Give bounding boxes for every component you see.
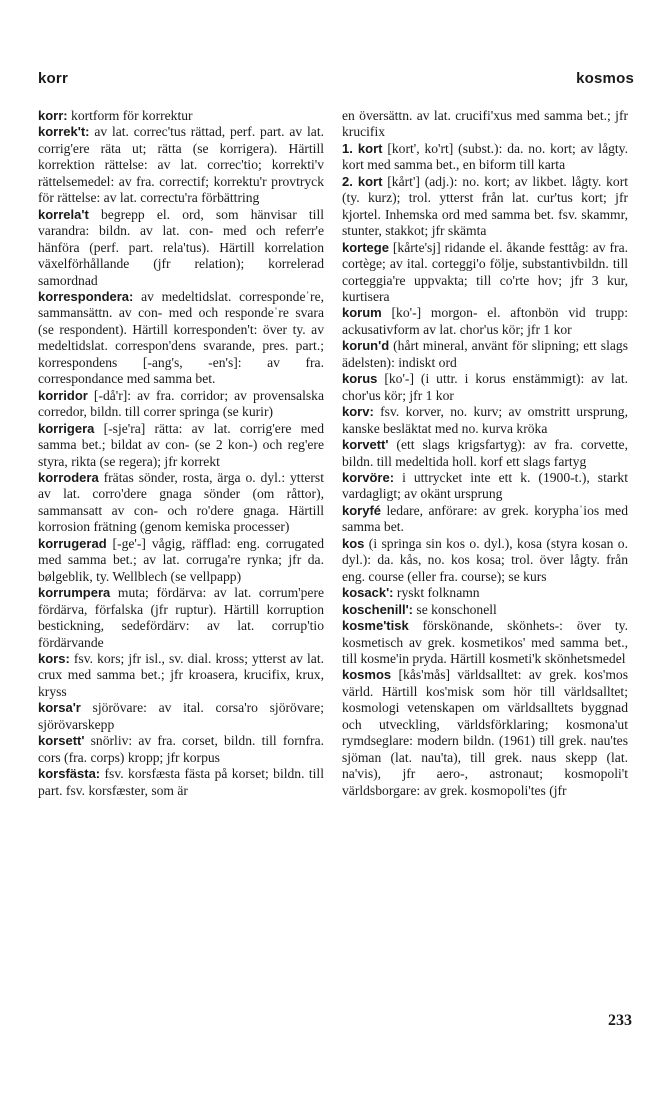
dictionary-entry	[38, 733, 324, 766]
entry-headword: korrespondera:	[38, 288, 134, 304]
entry-definition: sjörövare: av ital. corsa'ro sjörövare; sjörövarskepp	[38, 700, 324, 732]
entry-definition: se konschonell	[416, 601, 497, 617]
entry-definition: (i springa sin kos o. dyl.), kosa (styra kosan o. dyl.): da. kås, no. kos kosa; trol. över lågty. från eng. course (eller fra. course); se kurs	[342, 535, 628, 584]
entry-headword: 2. kort	[342, 173, 383, 189]
dictionary-entry	[342, 108, 628, 141]
dictionary-entry	[342, 305, 628, 338]
entry-definition: [-då'r]: av fra. corridor; av provensalska corredor, bildn. till correr springa (se kurir)	[38, 387, 324, 420]
entry-headword: kortege	[342, 239, 389, 255]
entry-definition: [-sje'ra] rätta: av lat. corrig'ere med samma bet.; bildat av con- (se 2 kon-) och reg'ere styra, rikta (se regera); jfr korrekt	[38, 420, 324, 469]
left-column	[38, 108, 324, 799]
dictionary-entry	[342, 585, 628, 601]
running-header	[38, 70, 634, 87]
page-number: 233	[608, 1012, 632, 1029]
dictionary-entry	[38, 470, 324, 536]
entry-definition: [kås'mås] världsalltet: av grek. kos'mos värld. Härtill kos'misk som hör till världsalltet; kosmologi vetenskapen om världsalltets byggnad och utveckling, världsförklaring; kosmona'ut rymdseglare: modern bildn. (1961) till grek. nau'tes sjöman (lat. nau'ta), till grek. naus skepp (lat. na'vis), jfr aero-, astronaut; kosmopoli't världsborgare: av grek. kosmopoli'tes (jfr	[342, 667, 628, 798]
header-last-word: kosmos	[576, 70, 634, 87]
entry-definition: av medeltidslat. correspondeˈre, sammansättn. av con- med och respondeˈre svara (se respondent). Härtill korresponden't: över ty. av medeltidslat. correspon'dens svarande, pres. part.; korrespondens [-ang's, -en's]: av fra. correspondance med samma bet.	[38, 288, 324, 387]
dictionary-entry	[342, 437, 628, 470]
dictionary-entry	[342, 404, 628, 437]
entry-definition: [kårt'] (adj.): no. kort; av likbet. lågty. kort (ty. kurz); trol. ytterst från lat. cur'tus kort; jfr kjortel. Inhemska ord med samma bet. fsv. skammr, stunter, stakkot; jfr skämta	[342, 173, 628, 239]
entry-headword: korvöre:	[342, 469, 395, 485]
entry-definition: en översättn. av lat. crucifi'xus med samma bet.; jfr krucifix	[342, 108, 628, 140]
entry-headword: korum	[342, 305, 382, 321]
dictionary-entry	[38, 766, 324, 799]
entry-definition: i uttrycket inte ett k. (1900-t.), starkt vardagligt; av okänt ursprung	[342, 469, 628, 502]
entry-definition: [-ge'-] vågig, räfflad: eng. corrugated med samma bet.; av lat. corruga're rynka; jfr da. bølgeblik, ty. Wellblech (se vellpapp)	[38, 535, 324, 584]
dictionary-entry	[38, 289, 324, 388]
dictionary-entry	[38, 388, 324, 421]
entry-headword: korsfästa:	[38, 766, 101, 782]
entry-definition: kortform för korrektur	[71, 108, 193, 123]
entry-definition: fsv. korver, no. kurv; av omstritt ursprung, kanske besläktat med no. kurva kröka	[342, 404, 629, 436]
entry-headword: korrodera	[38, 469, 99, 485]
entry-definition: ryskt folknamn	[396, 585, 480, 601]
entry-headword: kosack':	[342, 585, 394, 601]
entry-definition: [ko'-] morgon- el. aftonbön vid trupp: ackusativform av lat. chor'us kör; jfr 1 kor	[342, 305, 628, 337]
entry-definition: [kårte'sj] ridande el. åkande festtåg: av fra. cortège; av ital. corteggi'o följe, substantivbildn. till corteggia're uppvakta; till co'rte hov; jfr 3 kur, kurtisera	[342, 239, 628, 304]
entry-headword: kosme'tisk	[342, 618, 409, 634]
entry-headword: korv:	[342, 404, 374, 420]
entry-definition: (ett slags krigsfartyg): av fra. corvette, bildn. till medeltida holl. korf ett slags fartyg	[342, 437, 628, 469]
dictionary-entry	[38, 421, 324, 470]
dictionary-entry	[38, 108, 324, 124]
dictionary-entry	[38, 651, 324, 700]
dictionary-entry	[342, 141, 628, 174]
dictionary-entry	[38, 585, 324, 651]
entry-headword: korrigera	[38, 420, 95, 436]
entry-definition: ledare, anförare: av grek. koryphaˈios med samma bet.	[342, 502, 628, 535]
dictionary-entry	[342, 667, 628, 799]
entry-headword: korrugerad	[38, 535, 107, 551]
entry-headword: korrek't:	[38, 124, 90, 140]
dictionary-entry	[342, 338, 628, 371]
entry-headword: korr:	[38, 108, 68, 123]
dictionary-entry	[342, 618, 628, 667]
right-column	[342, 108, 628, 799]
entry-definition: (hårt mineral, använt för slipning; ett slags ädelsten): indiskt ord	[342, 338, 628, 370]
dictionary-entry	[342, 240, 628, 306]
entry-headword: korvett'	[342, 437, 389, 453]
entry-headword: koryfé	[342, 502, 382, 518]
entry-headword: 1. kort	[342, 140, 383, 156]
entry-headword: kosmos	[342, 667, 392, 683]
entry-definition: muta; fördärva: av lat. corrum'pere fördärva, förfalska (jfr ruptur). Härtill korruption bestickning, sedefördärv: av lat. corrup'tio fördärvande	[38, 585, 325, 650]
entry-headword: kors:	[38, 650, 70, 666]
entry-headword: korun'd	[342, 338, 390, 354]
entry-headword: korrumpera	[38, 585, 111, 601]
entry-headword: korsett'	[38, 733, 85, 749]
entry-definition: [ko'-] (i uttr. i korus enstämmigt): av lat. chor'us kör; jfr 1 kor	[342, 371, 628, 403]
entry-headword: korsa'r	[38, 700, 81, 716]
dictionary-entry	[342, 371, 628, 404]
header-first-word: korr	[38, 70, 68, 87]
entry-definition: [kort', ko'rt] (subst.): da. no. kort; av lågty. kort med samma bet., en biform till karta	[342, 140, 628, 173]
dictionary-entry	[38, 207, 324, 289]
entry-headword: kos	[342, 535, 365, 551]
entry-definition: förskönande, skönhets-: över ty. kosmetisch av grek. kosmetikos' med samma bet., till kosme'in pryda. Härtill kosmeti'k skönhetsmedel	[342, 618, 628, 666]
dictionary-entry	[38, 700, 324, 733]
entry-definition: av lat. correc'tus rättad, perf. part. av lat. corrig'ere räta ut; rätta (se korrigera). Härtill korrektion rättelse: av lat. correc'tio; korrekti'v rättelsemedel: av fra. correctif; korrektu'r provtryck för rättelse: av lat. correctu'ra förbättring	[38, 124, 324, 206]
entry-headword: korrela't	[38, 206, 89, 222]
entry-headword: korus	[342, 371, 378, 387]
dictionary-entry	[342, 503, 628, 536]
dictionary-entry	[342, 174, 628, 240]
dictionary-entry	[342, 536, 628, 585]
entry-definition: fsv. korsfæsta fästa på korset; bildn. till part. fsv. korsfæster, som är	[38, 766, 324, 798]
entry-definition: begrepp el. ord, som hänvisar till varandra: bildn. av lat. con- med och referr'e hänföra (perf. part. rela'tus). Härtill korrelation växelförhållande (jfr relation); korrelerad samordnad	[38, 206, 324, 288]
entry-headword: koschenill':	[342, 601, 413, 617]
dictionary-entry	[342, 602, 628, 618]
entry-definition: fsv. kors; jfr isl., sv. dial. kross; ytterst av lat. crux med samma bet.; jfr kroasera, krucifix, krux, kryss	[38, 650, 324, 699]
entry-headword: korridor	[38, 387, 88, 403]
dictionary-entry	[38, 124, 324, 206]
dictionary-entry	[342, 470, 628, 503]
dictionary-entry	[38, 536, 324, 585]
entry-definition: frätas sönder, rosta, ärga o. dyl.: ytterst av lat. corro'dere gnaga sönder (om råttor), sammansatt av con- och ro'dere gnaga. Härtill korrosion frätning (genom kemiska processer)	[38, 469, 324, 535]
entry-definition: snörliv: av fra. corset, bildn. till fornfra. cors (fra. corps) kropp; jfr korpus	[38, 733, 324, 765]
